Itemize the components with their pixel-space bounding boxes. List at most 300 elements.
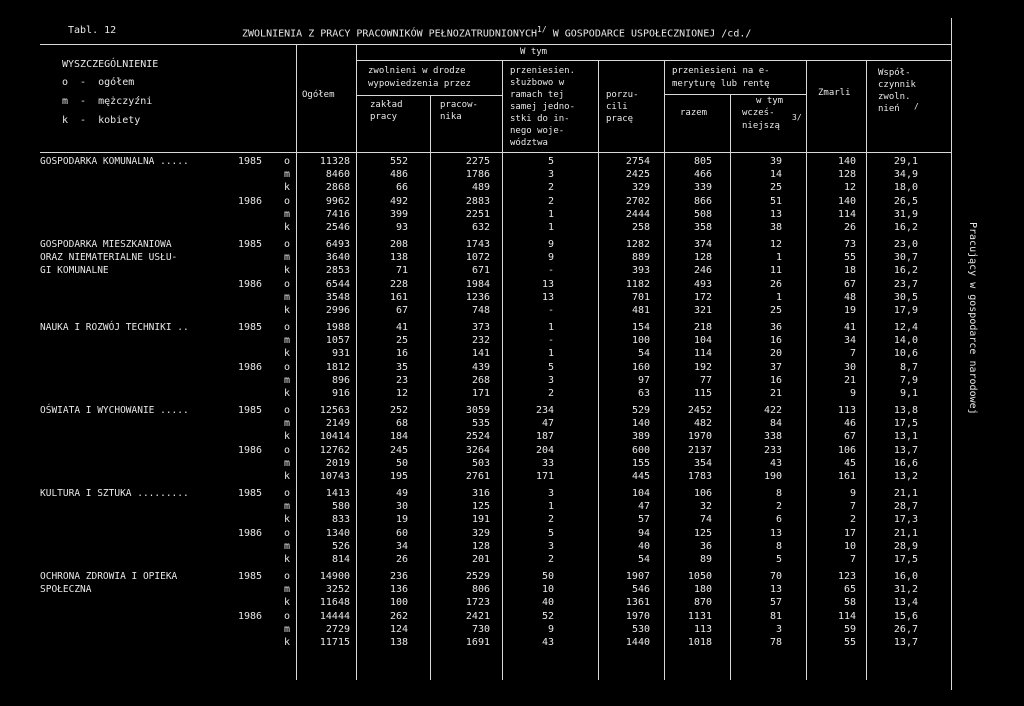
table-cell: 232 [471, 335, 490, 346]
table-cell: 81 [769, 611, 782, 622]
table-cell: 26 [395, 554, 408, 565]
section-label: ORAZ NIEMATERIALNE USŁU- [40, 252, 178, 263]
col-header-emeryt-1: przeniesieni na e- [672, 66, 770, 76]
table-cell: 19 [395, 514, 408, 525]
table-cell: 123 [837, 571, 856, 582]
table-cell: 5 [547, 528, 554, 539]
table-cell: 45 [843, 458, 856, 469]
table-cell: 1 [547, 322, 554, 333]
col-header-porzucili-3: pracę [606, 114, 634, 124]
table-cell: 1072 [465, 252, 490, 263]
row-year: 1985 [238, 156, 263, 167]
col-header-przeniesieni-5: stki do in- [510, 114, 570, 124]
row-year: 1986 [238, 279, 263, 290]
table-cell: 140 [837, 196, 856, 207]
table-cell: 234 [535, 405, 554, 416]
row-sex-code: m [284, 584, 291, 595]
table-cell: 814 [331, 554, 350, 565]
table-cell: 13 [541, 292, 554, 303]
table-cell: 1988 [325, 322, 350, 333]
col-header-zaklad-2: pracy [370, 112, 398, 122]
table-cell: 2 [547, 196, 554, 207]
row-sex-code: m [284, 501, 291, 512]
table-cell: 57 [637, 514, 650, 525]
table-cell: 25 [769, 305, 782, 316]
row-sex-code: o [284, 488, 291, 499]
table-cell: 114 [837, 611, 856, 622]
table-cell: 25 [395, 335, 408, 346]
table-cell: 466 [693, 169, 712, 180]
table-cell: 2425 [625, 169, 650, 180]
table-cell: 74 [699, 514, 712, 525]
row-sex-code: m [284, 169, 291, 180]
table-cell: 204 [535, 445, 554, 456]
table-cell: 552 [389, 156, 408, 167]
table-cell: 17,3 [893, 514, 918, 525]
table-cell: 338 [763, 431, 782, 442]
table-cell: - [547, 305, 554, 316]
table-cell: 16 [769, 335, 782, 346]
table-cell: 138 [389, 637, 408, 648]
table-cell: 67 [843, 279, 856, 290]
table-cell: 58 [843, 597, 856, 608]
col-header-wtym: W tym [520, 47, 548, 57]
table-cell: 1340 [325, 528, 350, 539]
table-cell: 2 [849, 514, 856, 525]
table-cell: 59 [843, 624, 856, 635]
table-cell: 172 [693, 292, 712, 303]
table-cell: 21 [769, 388, 782, 399]
table-cell: 128 [837, 169, 856, 180]
col-header-wtym2: w tym [756, 96, 784, 106]
table-cell: 13 [769, 584, 782, 595]
table-cell: 9962 [325, 196, 350, 207]
table-cell: 84 [769, 418, 782, 429]
table-cell: 2 [547, 554, 554, 565]
table-cell: 52 [541, 611, 554, 622]
table-cell: 192 [693, 362, 712, 373]
table-cell: 70 [769, 571, 782, 582]
table-cell: 34 [395, 541, 408, 552]
table-cell: 140 [631, 418, 650, 429]
table-cell: 5 [547, 156, 554, 167]
table-cell: 2 [547, 182, 554, 193]
table-cell: 171 [535, 471, 554, 482]
table-cell: 535 [471, 418, 490, 429]
table-cell: 7 [849, 501, 856, 512]
table-cell: 65 [843, 584, 856, 595]
table-cell: 1783 [687, 471, 712, 482]
table-cell: 31,2 [893, 584, 918, 595]
table-cell: 17 [843, 528, 856, 539]
table-cell: 3640 [325, 252, 350, 263]
table-cell: 33 [541, 458, 554, 469]
table-cell: 89 [699, 554, 712, 565]
table-cell: 3548 [325, 292, 350, 303]
table-cell: 1 [547, 222, 554, 233]
table-cell: 16 [395, 348, 408, 359]
legend-mezczyzni: m - mężczyźni [62, 96, 153, 107]
table-cell: 258 [631, 222, 650, 233]
table-cell: 2275 [465, 156, 490, 167]
table-cell: 195 [389, 471, 408, 482]
table-cell: 9 [849, 488, 856, 499]
table-cell: 38 [769, 222, 782, 233]
table-cell: 358 [693, 222, 712, 233]
table-cell: 10414 [319, 431, 350, 442]
table-cell: 2729 [325, 624, 350, 635]
row-sex-code: o [284, 405, 291, 416]
section-label: OCHRONA ZDROWIA I OPIEKA [40, 571, 178, 582]
table-cell: 1413 [325, 488, 350, 499]
table-cell: 508 [693, 209, 712, 220]
table-cell: 1 [775, 252, 782, 263]
table-cell: 218 [693, 322, 712, 333]
row-year: 1986 [238, 445, 263, 456]
row-sex-code: m [284, 252, 291, 263]
table-cell: 12 [843, 182, 856, 193]
table-cell: 482 [693, 418, 712, 429]
table-cell: 3 [547, 488, 554, 499]
title-suffix: /cd./ [721, 28, 752, 40]
table-cell: 5 [775, 554, 782, 565]
table-cell: 71 [395, 265, 408, 276]
table-cell: 7 [849, 348, 856, 359]
row-year: 1985 [238, 239, 263, 250]
table-cell: 896 [331, 375, 350, 386]
table-cell: 154 [631, 322, 650, 333]
table-cell: 486 [389, 169, 408, 180]
table-cell: 8460 [325, 169, 350, 180]
row-year: 1985 [238, 322, 263, 333]
table-cell: 1723 [465, 597, 490, 608]
table-cell: 10743 [319, 471, 350, 482]
table-cell: 14,0 [893, 335, 918, 346]
table-cell: 2996 [325, 305, 350, 316]
table-cell: 94 [637, 528, 650, 539]
table-cell: 125 [693, 528, 712, 539]
table-cell: 47 [637, 501, 650, 512]
table-cell: 26,5 [893, 196, 918, 207]
table-cell: 13,7 [893, 445, 918, 456]
table-cell: 12 [395, 388, 408, 399]
table-cell: 187 [535, 431, 554, 442]
table-cell: 50 [395, 458, 408, 469]
table-cell: 5 [547, 362, 554, 373]
table-cell: 47 [541, 418, 554, 429]
row-year: 1985 [238, 488, 263, 499]
col-header-footnote-3: 3/ [792, 113, 802, 122]
table-cell: 106 [693, 488, 712, 499]
table-cell: 2137 [687, 445, 712, 456]
table-cell: 30 [395, 501, 408, 512]
row-year: 1986 [238, 611, 263, 622]
section-label: GI KOMUNALNE [40, 265, 109, 276]
table-cell: 124 [389, 624, 408, 635]
row-sex-code: k [284, 554, 291, 565]
table-cell: 1131 [687, 611, 712, 622]
table-cell: 16,2 [893, 265, 918, 276]
table-cell: 125 [471, 501, 490, 512]
col-header-porzucili-2: cili [606, 102, 628, 112]
table-cell: 373 [471, 322, 490, 333]
section-label: SPOŁECZNA [40, 584, 92, 595]
col-header-przeniesieni-3: ramach tej [510, 90, 565, 100]
section-label: NAUKA I ROZWÓJ TECHNIKI .. [40, 322, 189, 333]
table-cell: 246 [693, 265, 712, 276]
side-label: Pracujący w gospodarce narodowej [967, 222, 978, 415]
row-sex-code: k [284, 471, 291, 482]
table-cell: 73 [843, 239, 856, 250]
table-cell: 262 [389, 611, 408, 622]
row-sex-code: k [284, 597, 291, 608]
table-cell: 16,0 [893, 571, 918, 582]
col-header-ogolem: Ogółem [302, 90, 335, 100]
table-cell: 128 [693, 252, 712, 263]
table-cell: 1361 [625, 597, 650, 608]
table-cell: 161 [389, 292, 408, 303]
table-cell: 12,4 [893, 322, 918, 333]
table-cell: 1786 [465, 169, 490, 180]
table-cell: 67 [395, 305, 408, 316]
table-cell: 3059 [465, 405, 490, 416]
table-cell: 1691 [465, 637, 490, 648]
table-cell: 138 [389, 252, 408, 263]
table-cell: 7 [849, 554, 856, 565]
table-cell: 805 [693, 156, 712, 167]
table-cell: 3252 [325, 584, 350, 595]
table-cell: - [547, 335, 554, 346]
table-cell: 13,7 [893, 637, 918, 648]
legend-kobiety: k - kobiety [62, 115, 141, 126]
table-cell: 32 [699, 501, 712, 512]
table-cell: 2 [775, 501, 782, 512]
table-cell: 730 [471, 624, 490, 635]
row-sex-code: m [284, 292, 291, 303]
row-sex-code: o [284, 571, 291, 582]
row-sex-code: k [284, 222, 291, 233]
table-cell: 46 [843, 418, 856, 429]
table-cell: 632 [471, 222, 490, 233]
table-cell: 1 [547, 501, 554, 512]
table-cell: 489 [471, 182, 490, 193]
table-cell: 2149 [325, 418, 350, 429]
table-cell: 3 [547, 169, 554, 180]
table-cell: 136 [389, 584, 408, 595]
col-header-przeniesieni-2: służbowo w [510, 78, 565, 88]
table-cell: 329 [471, 528, 490, 539]
table-cell: 68 [395, 418, 408, 429]
row-sex-code: k [284, 348, 291, 359]
table-cell: 11648 [319, 597, 350, 608]
row-sex-code: m [284, 335, 291, 346]
table-cell: 40 [541, 597, 554, 608]
table-cell: 16 [769, 375, 782, 386]
table-cell: 3 [547, 541, 554, 552]
table-cell: 2868 [325, 182, 350, 193]
col-header-przeniesieni-6: nego woje- [510, 126, 565, 136]
col-header-zaklad-1: zakład [370, 100, 403, 110]
table-cell: 114 [837, 209, 856, 220]
row-sex-code: m [284, 458, 291, 469]
table-cell: 140 [837, 156, 856, 167]
table-cell: 14900 [319, 571, 350, 582]
table-cell: 1984 [465, 279, 490, 290]
table-cell: 11715 [319, 637, 350, 648]
table-cell: 14 [769, 169, 782, 180]
row-year: 1985 [238, 571, 263, 582]
row-sex-code: o [284, 528, 291, 539]
table-cell: 806 [471, 584, 490, 595]
col-header-pracownika-1: pracow- [440, 100, 478, 110]
table-cell: 97 [637, 375, 650, 386]
table-cell: 3 [775, 624, 782, 635]
table-cell: 870 [693, 597, 712, 608]
row-sex-code: o [284, 445, 291, 456]
row-sex-code: m [284, 375, 291, 386]
table-cell: 2853 [325, 265, 350, 276]
table-cell: 67 [843, 431, 856, 442]
legend-ogolem: o - ogółem [62, 77, 135, 88]
table-cell: 1 [547, 209, 554, 220]
table-cell: 2883 [465, 196, 490, 207]
table-cell: 23 [395, 375, 408, 386]
table-cell: 113 [837, 405, 856, 416]
table-cell: 916 [331, 388, 350, 399]
table-cell: 43 [769, 458, 782, 469]
table-cell: 245 [389, 445, 408, 456]
table-cell: 16,2 [893, 222, 918, 233]
table-cell: 3264 [465, 445, 490, 456]
table-cell: 13 [769, 209, 782, 220]
table-cell: 23,7 [893, 279, 918, 290]
table-cell: 2529 [465, 571, 490, 582]
table-cell: 228 [389, 279, 408, 290]
col-header-wsp-3: zwoln. [878, 92, 911, 102]
table-cell: 28,9 [893, 541, 918, 552]
table-cell: 54 [637, 554, 650, 565]
table-cell: 25 [769, 182, 782, 193]
table-cell: 39 [769, 156, 782, 167]
table-cell: 63 [637, 388, 650, 399]
table-cell: 13,8 [893, 405, 918, 416]
table-cell: 115 [693, 388, 712, 399]
row-sex-code: k [284, 431, 291, 442]
table-cell: 9 [849, 388, 856, 399]
row-sex-code: k [284, 388, 291, 399]
table-cell: 30 [843, 362, 856, 373]
table-cell: 931 [331, 348, 350, 359]
table-cell: 54 [637, 348, 650, 359]
table-cell: 12762 [319, 445, 350, 456]
table-cell: - [547, 265, 554, 276]
row-year: 1986 [238, 528, 263, 539]
table-cell: 36 [699, 541, 712, 552]
table-cell: 3 [547, 375, 554, 386]
table-cell: 104 [631, 488, 650, 499]
table-cell: 233 [763, 445, 782, 456]
table-cell: 100 [631, 335, 650, 346]
table-cell: 1812 [325, 362, 350, 373]
table-cell: 141 [471, 348, 490, 359]
table-cell: 55 [843, 637, 856, 648]
table-cell: 13,4 [893, 597, 918, 608]
table-cell: 93 [395, 222, 408, 233]
table-cell: 6493 [325, 239, 350, 250]
table-cell: 236 [389, 571, 408, 582]
row-sex-code: k [284, 265, 291, 276]
col-header-wczesniejsza-2: niejszą [742, 121, 780, 131]
table-cell: 21,1 [893, 488, 918, 499]
col-header-zmarli: Zmarli [818, 88, 851, 98]
table-cell: 2019 [325, 458, 350, 469]
table-cell: 49 [395, 488, 408, 499]
table-cell: 184 [389, 431, 408, 442]
table-cell: 445 [631, 471, 650, 482]
table-cell: 2251 [465, 209, 490, 220]
table-cell: 10 [843, 541, 856, 552]
row-sex-code: o [284, 279, 291, 290]
row-sex-code: k [284, 514, 291, 525]
col-header-wsp-footnote: / [914, 102, 919, 111]
row-sex-code: o [284, 196, 291, 207]
table-cell: 31,9 [893, 209, 918, 220]
table-cell: 66 [395, 182, 408, 193]
table-cell: 374 [693, 239, 712, 250]
table-cell: 35 [395, 362, 408, 373]
table-cell: 155 [631, 458, 650, 469]
table-cell: 2761 [465, 471, 490, 482]
col-header-zwolnieni-2: wypowiedzenia przez [368, 79, 471, 89]
table-cell: 1236 [465, 292, 490, 303]
table-cell: 78 [769, 637, 782, 648]
section-label: OŚWIATA I WYCHOWANIE ..... [40, 405, 189, 416]
table-cell: 10 [541, 584, 554, 595]
table-cell: 1907 [625, 571, 650, 582]
table-cell: 1182 [625, 279, 650, 290]
table-cell: 17,5 [893, 554, 918, 565]
table-cell: 180 [693, 584, 712, 595]
table-cell: 41 [395, 322, 408, 333]
table-cell: 15,6 [893, 611, 918, 622]
table-cell: 43 [541, 637, 554, 648]
table-cell: 60 [395, 528, 408, 539]
table-cell: 9,1 [899, 388, 918, 399]
table-cell: 106 [837, 445, 856, 456]
table-cell: 14444 [319, 611, 350, 622]
table-cell: 7416 [325, 209, 350, 220]
table-cell: 422 [763, 405, 782, 416]
col-header-porzucili-1: porzu- [606, 90, 639, 100]
table-cell: 12 [769, 239, 782, 250]
col-header-razem: razem [680, 108, 708, 118]
table-cell: 18 [843, 265, 856, 276]
col-header-zwolnieni-1: zwolnieni w drodze [368, 66, 466, 76]
table-cell: 748 [471, 305, 490, 316]
table-cell: 2421 [465, 611, 490, 622]
table-cell: 23,0 [893, 239, 918, 250]
table-cell: 1440 [625, 637, 650, 648]
table-cell: 128 [471, 541, 490, 552]
table-cell: 16,6 [893, 458, 918, 469]
row-year: 1985 [238, 405, 263, 416]
table-cell: 339 [693, 182, 712, 193]
row-sex-code: o [284, 156, 291, 167]
table-cell: 30,5 [893, 292, 918, 303]
table-cell: 2444 [625, 209, 650, 220]
table-cell: 191 [471, 514, 490, 525]
table-cell: 329 [631, 182, 650, 193]
